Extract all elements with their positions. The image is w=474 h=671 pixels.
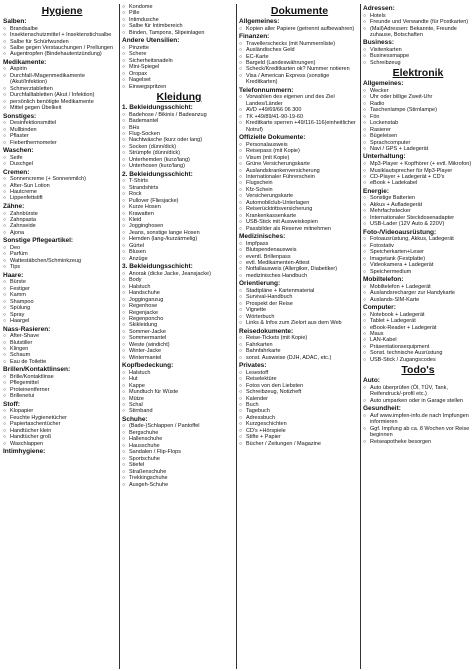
checklist-item: ○ Haargel — [3, 318, 121, 324]
checklist-item: ○ Mobiltelefon + Ladegerät — [363, 284, 473, 290]
checklist-item: ○ Socken (dünn/dick) — [122, 144, 236, 150]
checklist-item: ○ Krawatten — [122, 211, 236, 217]
checklist-item: ○ Spray — [3, 312, 121, 318]
checklist-item: ○ Buch — [239, 402, 360, 408]
checklist-item: ○ Vorwahlen des eigenen und des Ziel Landes/Länder — [239, 94, 360, 107]
category-heading: Stoff: — [3, 400, 20, 408]
category-heading: Cremen: — [3, 168, 30, 176]
checklist-item: ○ Kleid — [122, 217, 236, 223]
checklist-item: ○ Notebook + Ladegerät — [363, 312, 473, 318]
checklist-item: ○ Mehrfachstecker — [363, 208, 473, 214]
checklist-item: ○ Fotos von den Liebsten — [239, 383, 360, 389]
category-heading: Gesundheit: — [363, 405, 401, 413]
checklist-item: ○ Radio — [363, 101, 473, 107]
checklist-item: ○ Weste (windicht) — [122, 342, 236, 348]
checklist-item: ○ evtl. Medikamenten-Attest — [239, 260, 360, 266]
checklist-item: ○ Bahnfahrkarte — [239, 348, 360, 354]
checklist-item: ○ Wattestäbchen/Schminkzeug — [3, 258, 121, 264]
checklist-item: ○ Durchfalltabletten (Akut / Infektion) — [3, 92, 121, 98]
checklist-item: ○ Mini-Spiegel — [122, 64, 236, 70]
checklist-item: ○ T-Shirts — [122, 178, 236, 184]
checklist-item: ○ (Bade-)Schlappen / Pantoffel — [122, 423, 236, 429]
category-heading: 3. Bekleidungsschicht: — [122, 263, 193, 271]
checklist-item: ○ Businessmappe — [363, 53, 473, 59]
checklist-item: ○ Jogginghosen — [122, 223, 236, 229]
checklist-item: ○ Pullover (Fliesjacke) — [122, 198, 236, 204]
checklist-item: ○ Travellerschecks (mit Nummernliste) — [239, 41, 360, 47]
column-kleidung — [119, 4, 237, 669]
checklist-item: ○ Bergschuhe — [122, 430, 236, 436]
checklist-item: ○ Versicherungskarte — [239, 193, 360, 199]
checklist-item: ○ Blutstiller — [3, 340, 121, 346]
checklist-item: ○ Handtücher groß — [3, 434, 121, 440]
checklist-item: ○ Eau de Toilette — [3, 359, 121, 365]
checklist-item: ○ Sonst. technische Ausrüstung — [363, 350, 473, 356]
checklist-item: ○ Rock — [122, 191, 236, 197]
checklist-item: ○ Impfpass — [239, 241, 360, 247]
checklist-item: ○ Sicherheitsnadeln — [122, 58, 236, 64]
category-heading: Adressen: — [363, 5, 395, 12]
checklist-item: ○ Akkus + Aufladegerät — [363, 202, 473, 208]
checklist-item: ○ Pille — [122, 10, 236, 16]
checklist-item: ○ Stifte + Papier — [239, 434, 360, 440]
category-heading: Allgemeines: — [239, 18, 280, 25]
section-title-todo-s: Todo's — [401, 364, 435, 377]
checklist-item: ○ Auto umparken oder in Garage stellen — [363, 398, 473, 404]
checklist-item: ○ Strümpfe (dünn/dick) — [122, 150, 236, 156]
checklist-item: ○ Durchfall-/Magenmedikamente (Akut/Infektion) — [3, 73, 121, 86]
checklist-item: ○ Schreibzeug, Notizheft — [239, 389, 360, 395]
checklist-item: ○ Videokamera + Ladegerät — [363, 262, 473, 268]
checklist-item: ○ Anzüge — [122, 256, 236, 262]
checklist-item: ○ Schal — [122, 402, 236, 408]
checklist-item: ○ Ausgeh-Schuhe — [122, 482, 236, 488]
checklist-item: ○ Regenjacke — [122, 310, 236, 316]
checklist-item: ○ Schaum — [3, 352, 121, 358]
checklist-item: ○ Mittel gegen Übelkeit — [3, 105, 121, 111]
checklist-item: ○ Bademantel — [122, 118, 236, 124]
checklist-item: ○ Krankenkassenkarte — [239, 213, 360, 219]
checklist-item: ○ Binden, Tampons, Slipeinlagen — [122, 30, 236, 36]
checklist-item: ○ eventl. Brillenpass — [239, 254, 360, 260]
checklist-item: ○ Klingen — [3, 346, 121, 352]
checklist-item: ○ Auslandskrankenversicherung — [239, 168, 360, 174]
category-heading: Orientierung: — [239, 280, 281, 288]
checklist-item: ○ Imagetank (Festplatte) — [363, 256, 473, 262]
category-heading: Telefonnummern: — [239, 86, 294, 94]
checklist-item: ○ USB-Stick / Zugangscodes — [363, 357, 473, 363]
checklist-item: ○ eBook + Ladekabel — [363, 180, 473, 186]
checklist-item: ○ Grüne Versicherungskarte — [239, 161, 360, 167]
checklist-item: ○ Kappe — [122, 383, 236, 389]
checklist-item: ○ Aspirin — [3, 66, 121, 72]
checklist-item: ○ Brillenetui — [3, 393, 121, 399]
checklist-item: ○ Anorak (dicke Jacke, Jeansjacke) — [122, 271, 236, 277]
checklist-item: ○ CD's +Hörspiele — [239, 428, 360, 434]
checklist-item: ○ Auslands-SIM-Karte — [363, 297, 473, 303]
checklist-item: ○ Hut — [122, 376, 236, 382]
checklist-item: ○ Salbe gegen Verstauchungen / Prellungen — [3, 45, 121, 51]
checklist-item: ○ Präsentationsequipment — [363, 344, 473, 350]
checklist-item: ○ Bargeld (Landeswährungen) — [239, 60, 360, 66]
checklist-item: ○ Straßenschuhe — [122, 469, 236, 475]
checklist-item: ○ Augentropfen (Bindehautentzündung) — [3, 51, 121, 57]
checklist-item: ○ Visa / American Express (sonstige Kreditkarten) — [239, 73, 360, 86]
checklist-item: ○ Brandsalbe — [3, 26, 121, 32]
checklist-item: ○ Visitenkarten — [363, 47, 473, 53]
checklist-item: ○ Halstuch — [122, 370, 236, 376]
checklist-item: ○ USB-Stick mit Ausweiskopien — [239, 219, 360, 225]
checklist-item: ○ Kurze Hosen — [122, 204, 236, 210]
checklist-item: ○ Mp3-Player + Kopfhörer (+ evtl. Mikrofon) — [363, 161, 473, 167]
checklist-item: ○ Flug-Socken — [122, 131, 236, 137]
checklist-item: ○ Pinzette — [122, 45, 236, 51]
category-heading: Computer: — [363, 304, 396, 312]
checklist-item: ○ Klopapier — [3, 408, 121, 414]
checklist-item: ○ Wintermantel — [122, 355, 236, 361]
checklist-item: ○ Kfz-Schein — [239, 187, 360, 193]
checklist-item: ○ Kreditkarte sperren +49/116-116(einheitlicher Notruf) — [239, 120, 360, 133]
checklist-item: ○ Schreibzeug — [363, 60, 473, 66]
checklist-item: ○ eBook-Reader + Ladegerät — [363, 325, 473, 331]
column-hygiene — [0, 4, 122, 669]
category-heading: Kopfbedeckung: — [122, 362, 174, 370]
checklist-item: ○ Desinfektionsmittel — [3, 120, 121, 126]
checklist-item: ○ Regenponcho — [122, 316, 236, 322]
checklist-item: ○ Fotostativ — [363, 243, 473, 249]
section-title-dokumente: Dokumente — [270, 5, 329, 17]
checklist-item: ○ Spülung — [3, 305, 121, 311]
checklist-item: ○ Musiklautsprecher für Mp3-Player — [363, 168, 473, 174]
checklist-item: ○ Halstuch — [122, 284, 236, 290]
checklist-item: ○ AVD +49/69/66 06 300 — [239, 107, 360, 113]
checklist-item: ○ Strandshirts — [122, 185, 236, 191]
category-heading: Sonstige Pflegeartikel: — [3, 237, 74, 245]
category-heading: Intimhygiene: — [3, 448, 46, 456]
checklist-item: ○ Blusen — [122, 249, 236, 255]
checklist-item: ○ Tips — [3, 264, 121, 270]
checklist-item: ○ Auto überprüfen (Öl, TÜV, Tank, Reifendruck/-profil etc.) — [363, 385, 473, 398]
checklist-item: ○ Body — [122, 277, 236, 283]
category-heading: Auto: — [363, 377, 380, 385]
checklist-item: ○ Einwegspritzen — [122, 84, 236, 90]
checklist-item: ○ Freunde und Verwandte (für Postkarten) — [363, 19, 473, 25]
category-heading: Haare: — [3, 271, 24, 279]
checklist-item: ○ Kalender — [239, 396, 360, 402]
checklist-item: ○ Personalausweis — [239, 142, 360, 148]
checklist-item: ○ Zahnpasta — [3, 217, 121, 223]
checklist-item: ○ persönlich benötigte Medikamente — [3, 99, 121, 105]
checklist-item: ○ After-Sun Lotion — [3, 183, 121, 189]
column-elektronik — [360, 4, 474, 669]
checklist-item: ○ Shampoo — [3, 299, 121, 305]
checklist-item: ○ Adressbuch — [239, 415, 360, 421]
checklist-item: ○ Winter-Jacke — [122, 348, 236, 354]
checklist-item: ○ Internationaler Führerschein — [239, 174, 360, 180]
category-heading: Mobiltelefon: — [363, 276, 404, 284]
checklist-item: ○ Gürtel — [122, 243, 236, 249]
checklist-item: ○ Hausschuhe — [122, 443, 236, 449]
checklist-item: ○ BHs — [122, 125, 236, 131]
checklist-item: ○ Lesestoff — [239, 370, 360, 376]
checklist-item: ○ LAN-Kabel — [363, 337, 473, 343]
category-heading: Medikamente: — [3, 58, 47, 66]
category-heading: Offizielle Dokumente: — [239, 134, 306, 142]
checklist-item: ○ Reiseapotheke besorgen — [363, 439, 473, 445]
checklist-item: ○ Reise-Tickets (mit Kopie) — [239, 335, 360, 341]
checklist-item: ○ Reiserücktrittsversicherung — [239, 206, 360, 212]
checklist-item: ○ Mundtuch für Wüste — [122, 389, 236, 395]
checklist-item: ○ Reisepass (mit Kopie) — [239, 148, 360, 154]
checklist-item: ○ Rasierer — [363, 127, 473, 133]
checklist-item: ○ Survival-Handbuch — [239, 294, 360, 300]
checklist-item: ○ Sommer-Jacke — [122, 329, 236, 335]
checklist-item: ○ Uhr oder billige Zweit-Uhr — [363, 94, 473, 100]
checklist-item: ○ Unterhosen (kurz/lang) — [122, 163, 236, 169]
category-heading: Salben: — [3, 18, 27, 25]
section-title-kleidung: Kleidung — [156, 91, 202, 104]
checklist-item: ○ Kurzgeschichten — [239, 421, 360, 427]
checklist-item: ○ Festiger — [3, 286, 121, 292]
checklist-item: ○ After-Shave — [3, 333, 121, 339]
checklist-item: ○ Regenhose — [122, 303, 236, 309]
checklist-item: ○ Lockenstab — [363, 120, 473, 126]
checklist-item: ○ Tablet + Ladegerät — [363, 318, 473, 324]
checklist-item: ○ Nagelset — [122, 77, 236, 83]
category-heading: Finanzen: — [239, 33, 270, 41]
checklist-item: ○ Oropax — [122, 71, 236, 77]
section-title-hygiene: Hygiene — [41, 5, 83, 17]
checklist-item: ○ Mütze — [122, 396, 236, 402]
checklist-item: ○ Trekkingschuhe — [122, 475, 236, 481]
checklist-item: ○ Fotoausrüstung, Akkus, Ladegerät — [363, 236, 473, 242]
checklist-item: ○ Stadtpläne + Kartenmaterial — [239, 288, 360, 294]
checklist-item: ○ Nachtwäsche (kurz oder lang) — [122, 137, 236, 143]
category-heading: 1. Bekleidungsschicht: — [122, 104, 193, 112]
category-heading: Schuhe: — [122, 415, 148, 423]
checklist-item: ○ Flugschein — [239, 180, 360, 186]
checklist-item: ○ Jogginganzug — [122, 297, 236, 303]
category-heading: Sonstiges: — [3, 112, 37, 120]
checklist-item: ○ Scheck/Kreditkarten ok? Nummer notieren — [239, 66, 360, 72]
category-heading: Nass-Rasieren: — [3, 325, 51, 333]
checklist-item: ○ Zahnbürste — [3, 211, 121, 217]
checklist-item: ○ Hotels — [363, 13, 473, 19]
checklist-item: ○ Taschenlampe (Stirnlampe) — [363, 107, 473, 113]
checklist-item: ○ Hallenschuhe — [122, 436, 236, 442]
checklist-item: ○ CD-Player + Ladegerät + CD's — [363, 174, 473, 180]
checklist-item: ○ Parfüm — [3, 251, 121, 257]
checklist-item: ○ medizinisches Handbuch — [239, 273, 360, 279]
checklist-item: ○ Lippenfettstift — [3, 195, 121, 201]
category-heading: Andere Utensilien: — [122, 37, 180, 45]
section-title-elektronik: Elektronik — [392, 67, 444, 80]
checklist-item: ○ Navi / GPS + Ladegerät — [363, 146, 473, 152]
checklist-item: ○ Schmerztabletten — [3, 86, 121, 92]
checklist-item: ○ Salbe für Intimbereich — [122, 23, 236, 29]
checklist-item: ○ Bügeleisen — [363, 133, 473, 139]
checklist-item: ○ Duschgel — [3, 161, 121, 167]
checklist-item: ○ Zahnseide — [3, 223, 121, 229]
checklist-item: ○ Kamm — [3, 292, 121, 298]
checklist-item: ○ Brille/Kontaktlinse — [3, 374, 121, 380]
checklist-item: ○ Kopien aller Papiere (getrennt aufbewahren) — [239, 26, 360, 32]
checklist-item: ○ Ajona — [3, 230, 121, 236]
category-heading: Zähne: — [3, 202, 25, 210]
checklist-item: ○ Pflaster — [3, 133, 121, 139]
checklist-item: ○ Tagebuch — [239, 408, 360, 414]
checklist-item: ○ Wörterbuch — [239, 314, 360, 320]
checklist-item: ○ Mullbinden — [3, 127, 121, 133]
checklist-item: ○ Sprachcomputer — [363, 140, 473, 146]
checklist-item: ○ Fahrkarten — [239, 342, 360, 348]
checklist-item: ○ Skikleidung — [122, 322, 236, 328]
checklist-item: ○ Feuchte Hygienetücher — [3, 415, 121, 421]
checklist-item: ○ Passbilder als Reserve mitnehmen — [239, 226, 360, 232]
checklist-item: ○ Reiselektüre — [239, 376, 360, 382]
checklist-item: ○ Waschlappen — [3, 441, 121, 447]
checklist-item: ○ Fieberthermometer — [3, 140, 121, 146]
checklist-item: ○ Hemden (lang-/kurzärmelig) — [122, 236, 236, 242]
category-heading: Reisedokumente: — [239, 327, 294, 335]
checklist-item: ○ Bücher / Zeitungen / Magazine — [239, 441, 360, 447]
checklist-item: ○ Speicherkarten+Leser — [363, 249, 473, 255]
checklist-item: ○ TK +49/89/41-90-19-60 — [239, 114, 360, 120]
checklist-item: ○ Links & Infos zum Zielort aus dem Web — [239, 320, 360, 326]
checklist-item: ○ Wecker — [363, 88, 473, 94]
checklist-item: ○ Automobilclub-Unterlagen — [239, 200, 360, 206]
checklist-item: ○ Sportschuhe — [122, 456, 236, 462]
checklist-item: ○ Internationaler Steckdosenadapter — [363, 215, 473, 221]
checklist-item: ○ Papiertaschentücher — [3, 421, 121, 427]
checklist-item: ○ USB-Lader (12V Auto & 220V) — [363, 221, 473, 227]
checklist-item: ○ Handtücher klein — [3, 428, 121, 434]
checklist-item: ○ sonst. Ausweise (DJH, ADAC, etc.) — [239, 355, 360, 361]
checklist-item: ○ Visum (mit Kopie) — [239, 155, 360, 161]
checklist-item: ○ Sonnencreme (+ Sonnenmilch) — [3, 176, 121, 182]
category-heading: Brillen/Kontaktlinsen: — [3, 366, 71, 374]
category-heading: Energie: — [363, 187, 390, 195]
checklist-item: ○ Badehose / Bikinis / Badeanzug — [122, 112, 236, 118]
checklist-item: ○ Salbe für Schürfwunden — [3, 39, 121, 45]
category-heading: Unterhaltung: — [363, 153, 406, 161]
checklist-item: ○ Sandalen / Flip-Flops — [122, 449, 236, 455]
category-heading: Medizinisches: — [239, 233, 286, 241]
checklist-item: ○ Prospekt der Reise — [239, 301, 360, 307]
checklist-item: ○ Blutspendenausweis — [239, 247, 360, 253]
checklist-item: ○ Ggf. Impfung ab ca. 8 Wochen vor Reise beginnen — [363, 426, 473, 439]
checklist-item: ○ Hautcreme — [3, 189, 121, 195]
checklist-item: ○ Handschuhe — [122, 290, 236, 296]
checklist-item: ○ Deo — [3, 245, 121, 251]
checklist-item: ○ Maus — [363, 331, 473, 337]
checklist-item: ○ Pflegemittel — [3, 380, 121, 386]
category-heading: Waschen: — [3, 147, 34, 155]
column-dokumente — [236, 4, 361, 669]
checklist-item: ○ Speichermedium — [363, 269, 473, 275]
checklist-item: ○ Notfallausweis (Allergiker, Diabetiker) — [239, 266, 360, 272]
checklist-item: ○ Stiefel — [122, 462, 236, 468]
checklist-item: ○ Unterhemden (kurz/lang) — [122, 157, 236, 163]
category-heading: 2. Bekleidungsschicht: — [122, 170, 193, 178]
checklist-item: ○ Sommermantel — [122, 335, 236, 341]
checklist-item: ○ Insektenschutzmittel + Insektenstichsalbe — [3, 32, 121, 38]
category-heading: Business: — [363, 39, 395, 47]
checklist-item: ○ Auslandsrecharger zur Handykarte — [363, 290, 473, 296]
checklist-item: ○ Intimdusche — [122, 17, 236, 23]
checklist-item: ○ Sonstige Batterien — [363, 195, 473, 201]
checklist-item: ○ Auf www.impfen-info.de nach Impfungen informieren — [363, 413, 473, 426]
checklist-item: ○ EC-Karte — [239, 54, 360, 60]
checklist-item: ○ Kondome — [122, 4, 236, 10]
checklist-item: ○ Schere — [122, 51, 236, 57]
checklist-item: ○ Ausländisches Geld — [239, 47, 360, 53]
checklist-item: ○ Bürste — [3, 279, 121, 285]
category-heading: Allgemeines: — [363, 80, 404, 88]
checklist-item: ○ Fön — [363, 114, 473, 120]
checklist-item: ○ (Mail)Adressen: Bekannte, Freunde zuhause, Botschaften — [363, 26, 473, 39]
checklist-item: ○ Seife — [3, 155, 121, 161]
checklist-item: ○ Jeans, sonstige lange Hosen — [122, 230, 236, 236]
checklist-item: ○ Stirnband — [122, 408, 236, 414]
checklist-item: ○ Proteinentferner — [3, 387, 121, 393]
checklist-item: ○ Vignette — [239, 307, 360, 313]
category-heading: Foto-/Videoausrüstung: — [363, 228, 437, 236]
category-heading: Privates: — [239, 362, 267, 370]
